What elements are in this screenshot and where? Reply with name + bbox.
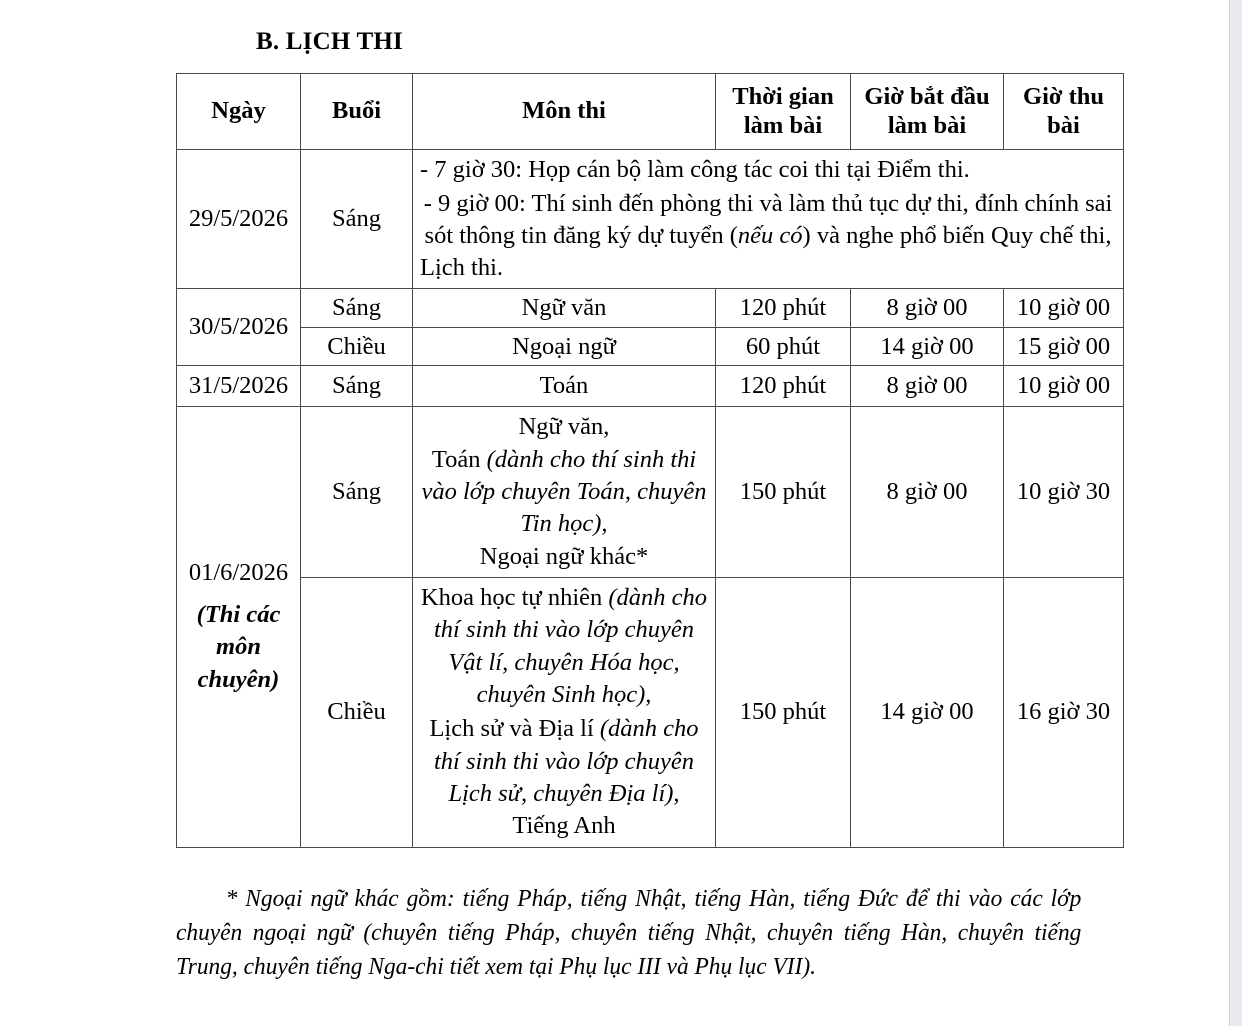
table-header-row [177,74,1124,150]
notice-line-1: - 7 giờ 30: Họp cán bộ làm công tác coi thi tại Điểm thi. [420,156,970,184]
cell-duration: 120 phút [716,288,851,327]
cell-subject [413,577,716,847]
cell-date: 29/5/2026 [177,150,301,288]
cell-duration: 150 phút [716,407,851,578]
cell-collect-time: 10 giờ 30 [1004,407,1124,578]
subject-line-1: Ngữ văn, [518,413,610,441]
notice-line-2 [420,188,1116,284]
cell-start-time: 8 giờ 00 [851,366,1004,407]
cell-duration: 150 phút [716,577,851,847]
exam-schedule-table [176,73,1124,848]
table-row [177,577,1124,847]
subject-line-2-plain: Lịch sử và Địa lí [429,715,600,743]
table-row [177,327,1124,366]
cell-collect-time: 10 giờ 00 [1004,288,1124,327]
footnote-text: * Ngoại ngữ khác gồm: tiếng Pháp, tiếng Nhật, tiếng Hàn, tiếng Đức để thi vào các lớp chuyên ngoại ngữ (chuyên tiếng Pháp, chuyên tiếng Nhật, chuyên tiếng Hàn, chuyên tiếng Trung, chuyên tiếng Nga-chi tiết xem tại Phụ lục III và Phụ lục VII). [176,885,1082,980]
notice-text-a: - 9 giờ 00: Thí sinh đến phòng thi và làm thủ tục dự thi, đính chính sai sót thông tin đăng ký dự tuyển ( [423,190,1113,249]
cell-duration: 120 phút [716,366,851,407]
cell-session: Chiều [301,577,413,847]
cell-start-time: 8 giờ 00 [851,407,1004,578]
cell-collect-time: 15 giờ 00 [1004,327,1124,366]
cell-date: 30/5/2026 [177,288,301,366]
cell-date: 31/5/2026 [177,366,301,407]
cell-subject: Ngoại ngữ [413,327,716,366]
notice-text-b: ) và nghe phổ biến Quy chế thi, Lịch thi. [420,222,1112,281]
subject-line-2-italic: (dành cho thí sinh thi vào lớp chuyên Toán, chuyên Tin học), [421,445,707,538]
column-header-session: Buổi [301,74,413,150]
notice-text-italic: nếu có [737,222,803,249]
table-row [177,366,1124,407]
cell-session: Chiều [301,327,413,366]
cell-start-time: 14 giờ 00 [851,577,1004,847]
column-header-collect-time: Giờ thu bài [1004,74,1124,150]
cell-collect-time: 10 giờ 00 [1004,366,1124,407]
page-title: B. LỊCH THI [256,28,403,55]
column-header-start-time: Giờ bắt đầu làm bài [851,74,1004,150]
column-header-duration: Thời gian làm bài [716,74,851,150]
cell-start-time: 8 giờ 00 [851,288,1004,327]
subject-line-1-plain: Khoa học tự nhiên [420,583,609,611]
footnote [176,882,1081,983]
subject-line-3: Tiếng Anh [512,812,616,840]
column-header-date: Ngày [177,74,301,150]
cell-date-note: (Thi các môn chuyên) [196,600,281,694]
subject-line-1-italic: (dành cho thí sinh thi vào lớp chuyên Vật lí, chuyên Hóa học, chuyên Sinh học), [433,583,708,708]
cell-session: Sáng [301,407,413,578]
cell-session: Sáng [301,366,413,407]
cell-subject [413,407,716,578]
cell-collect-time: 16 giờ 30 [1004,577,1124,847]
subject-line-2-plain: Toán [431,445,487,473]
cell-subject: Ngữ văn [413,288,716,327]
cell-notice [413,150,1124,288]
cell-date-value: 01/6/2026 [188,558,289,586]
cell-duration: 60 phút [716,327,851,366]
column-header-subject: Môn thi [413,74,716,150]
cell-subject: Toán [413,366,716,407]
page-gutter [1229,0,1242,1026]
cell-start-time: 14 giờ 00 [851,327,1004,366]
subject-line-3: Ngoại ngữ khác* [479,542,649,570]
cell-date [177,407,301,847]
table-row [177,150,1124,288]
subject-line-2-italic: (dành cho thí sinh thi vào lớp chuyên Lịch sử, chuyên Địa lí), [433,715,699,807]
table-row [177,407,1124,578]
table-row [177,288,1124,327]
cell-session: Sáng [301,288,413,327]
cell-session: Sáng [301,150,413,288]
